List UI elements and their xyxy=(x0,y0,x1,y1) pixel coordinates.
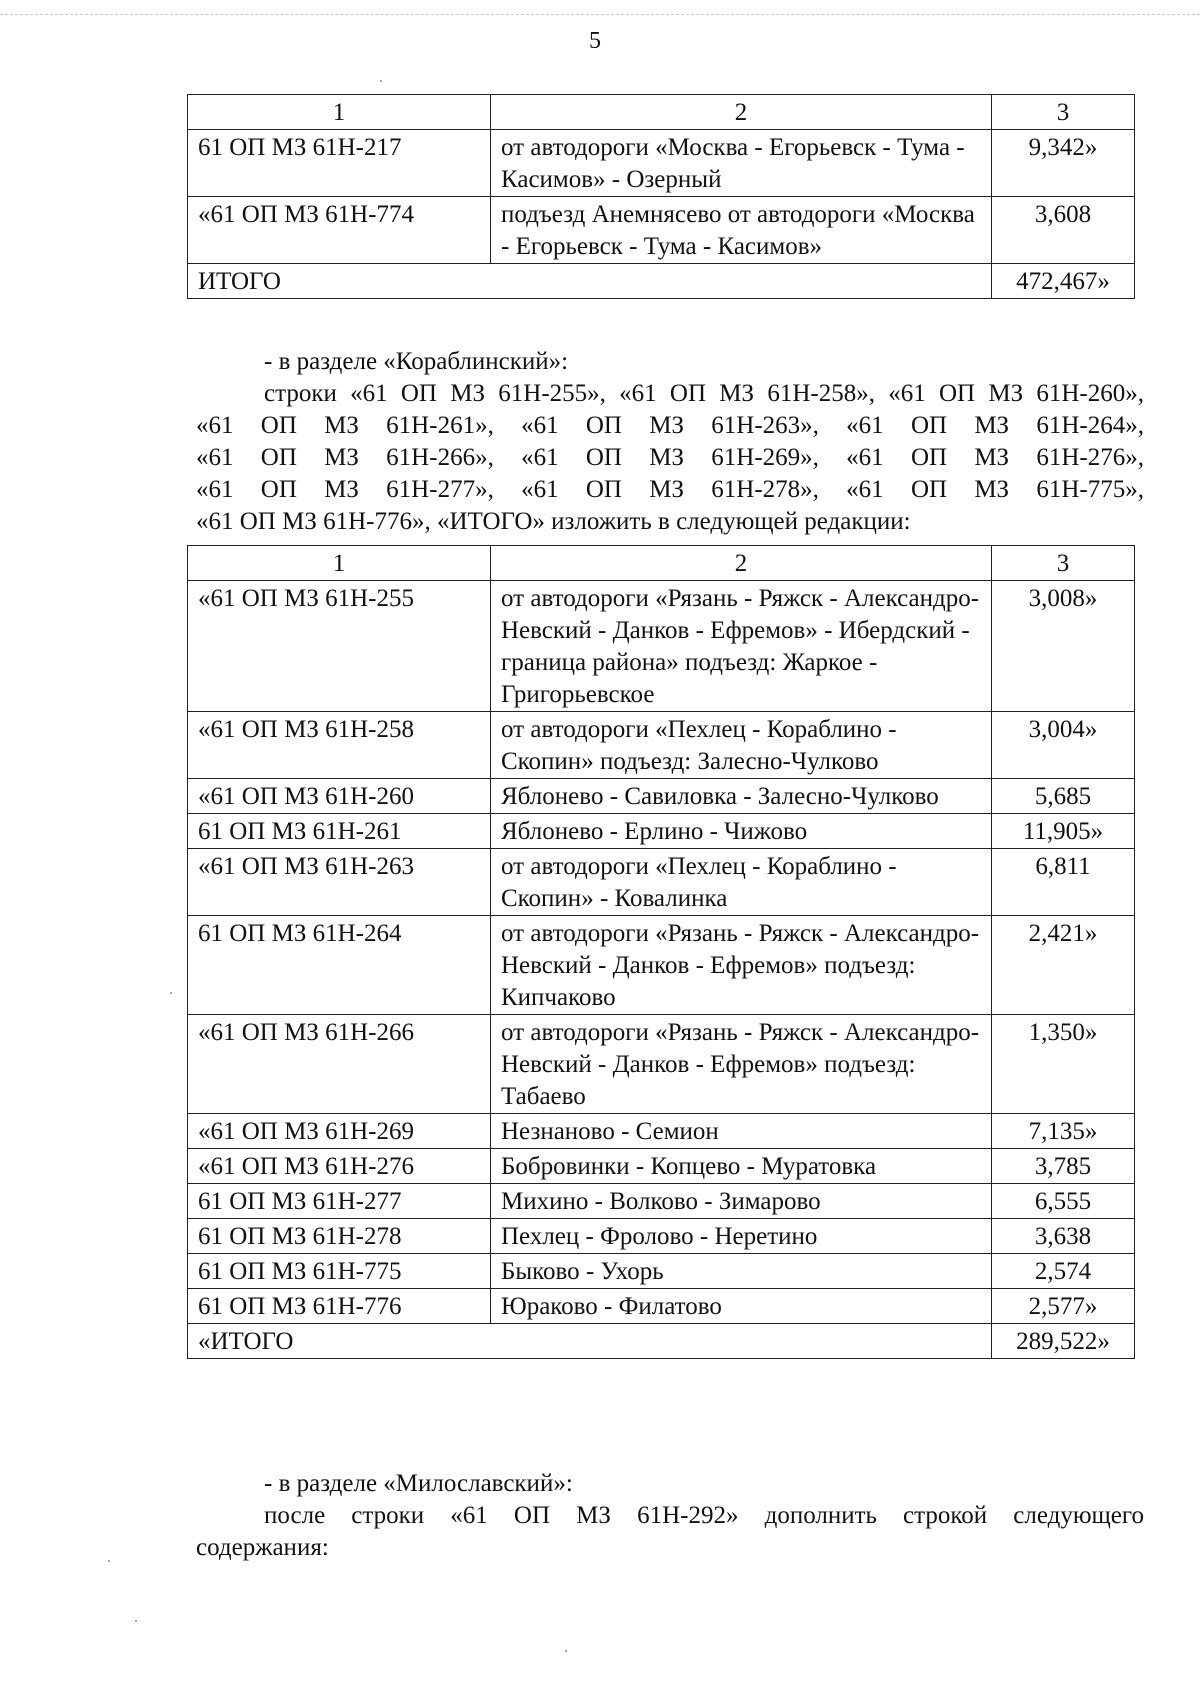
road-length: 3,008» xyxy=(992,581,1135,712)
section-miloslavsky-heading: - в разделе «Милославский»: xyxy=(264,1470,573,1497)
road-name: Бобровинки - Копцево - Муратовка xyxy=(491,1149,992,1184)
road-code: «61 ОП МЗ 61Н-266 xyxy=(188,1015,491,1114)
road-name: Яблоневo - Савиловка - Залесно-Чулково xyxy=(491,779,992,814)
instruction-line: строки «61 ОП МЗ 61Н-255», «61 ОП МЗ 61Н-258», «61 ОП МЗ 61Н-260», xyxy=(264,380,1144,407)
road-code: 61 ОП МЗ 61Н-261 xyxy=(188,814,491,849)
road-code: «61 ОП МЗ 61Н-258 xyxy=(188,712,491,779)
road-code: «61 ОП МЗ 61Н-263 xyxy=(188,849,491,916)
instruction-line: «61 ОП МЗ 61Н-776», «ИТОГО» изложить в следующей редакции: xyxy=(196,508,911,535)
scan-speck xyxy=(380,80,382,82)
road-code: 61 ОП МЗ 61Н-776 xyxy=(188,1289,491,1324)
korablinsky-roads-table xyxy=(187,545,1135,1359)
road-name: Пехлец - Фролово - Неретино xyxy=(491,1219,992,1254)
road-length: 3,004» xyxy=(992,712,1135,779)
road-name: Быково - Ухорь xyxy=(491,1254,992,1289)
road-code: «61 ОП МЗ 61Н-269 xyxy=(188,1114,491,1149)
road-length: 3,608 xyxy=(992,197,1135,264)
total-label: ИТОГО xyxy=(188,264,992,299)
road-code: «61 ОП МЗ 61Н-276 xyxy=(188,1149,491,1184)
scan-speck xyxy=(108,1560,110,1562)
table-header-row xyxy=(188,95,1135,130)
table-row xyxy=(188,1219,1135,1254)
road-length: 2,574 xyxy=(992,1254,1135,1289)
header-cell: 3 xyxy=(992,546,1135,581)
table-header-row xyxy=(188,546,1135,581)
table-row xyxy=(188,1184,1135,1219)
road-name: подъезд Анемнясево от автодороги «Москва - Егорьевск - Тума - Касимов» xyxy=(491,197,992,264)
table-row xyxy=(188,712,1135,779)
road-code: 61 ОП МЗ 61Н-278 xyxy=(188,1219,491,1254)
road-code: 61 ОП МЗ 61Н-277 xyxy=(188,1184,491,1219)
total-value: 289,522» xyxy=(992,1324,1135,1359)
road-name: Незнаново - Семион xyxy=(491,1114,992,1149)
table-row xyxy=(188,1015,1135,1114)
table-row xyxy=(188,1149,1135,1184)
scan-speck xyxy=(135,1620,137,1622)
table-row xyxy=(188,849,1135,916)
road-name: Михино - Волково - Зимарово xyxy=(491,1184,992,1219)
road-name: от автодороги «Москва - Егорьевск - Тума - Касимов» - Озерный xyxy=(491,130,992,197)
road-code: «61 ОП МЗ 61Н-260 xyxy=(188,779,491,814)
road-length: 6,811 xyxy=(992,849,1135,916)
table-row xyxy=(188,814,1135,849)
road-code: 61 ОП МЗ 61Н-217 xyxy=(188,130,491,197)
road-length: 3,785 xyxy=(992,1149,1135,1184)
road-name: от автодороги «Рязань - Ряжск - Александро-Невский - Данков - Ефремов» подъезд: Табаево xyxy=(491,1015,992,1114)
section-korablinsky-heading: - в разделе «Кораблинский»: xyxy=(264,348,569,375)
road-name: от автодороги «Пехлец - Кораблино - Скопин» - Ковалинка xyxy=(491,849,992,916)
road-code: «61 ОП МЗ 61Н-774 xyxy=(188,197,491,264)
instruction-line: «61 ОП МЗ 61Н-277», «61 ОП МЗ 61Н-278», «61 ОП МЗ 61Н-775», xyxy=(196,476,1144,503)
scan-speck xyxy=(565,1650,567,1652)
table-row xyxy=(188,1254,1135,1289)
header-cell: 1 xyxy=(188,95,491,130)
table-row xyxy=(188,197,1135,264)
instruction-line: содержания: xyxy=(196,1534,329,1561)
road-code: 61 ОП МЗ 61Н-264 xyxy=(188,916,491,1015)
table-row xyxy=(188,581,1135,712)
road-length: 11,905» xyxy=(992,814,1135,849)
road-length: 7,135» xyxy=(992,1114,1135,1149)
instruction-line: после строки «61 ОП МЗ 61Н-292» дополнить строкой следующего xyxy=(264,1502,1144,1529)
road-name: от автодороги «Пехлец - Кораблино - Скопин» подъезд: Залесно-Чулково xyxy=(491,712,992,779)
roads-table-continued xyxy=(187,94,1135,299)
instruction-line: «61 ОП МЗ 61Н-266», «61 ОП МЗ 61Н-269», «61 ОП МЗ 61Н-276», xyxy=(196,444,1144,471)
total-label: «ИТОГО xyxy=(188,1324,992,1359)
table-row xyxy=(188,916,1135,1015)
header-cell: 1 xyxy=(188,546,491,581)
road-length: 2,577» xyxy=(992,1289,1135,1324)
road-name: Яблонево - Ерлино - Чижово xyxy=(491,814,992,849)
road-length: 9,342» xyxy=(992,130,1135,197)
road-length: 2,421» xyxy=(992,916,1135,1015)
table-row xyxy=(188,779,1135,814)
road-code: «61 ОП МЗ 61Н-255 xyxy=(188,581,491,712)
road-code: 61 ОП МЗ 61Н-775 xyxy=(188,1254,491,1289)
road-length: 1,350» xyxy=(992,1015,1135,1114)
road-name: от автодороги «Рязань - Ряжск - Александро-Невский - Данков - Ефремов» - Ибердский - граница района» подъезд: Жаркое - Григорьевское xyxy=(491,581,992,712)
scan-edge-line xyxy=(0,14,1200,19)
road-length: 6,555 xyxy=(992,1184,1135,1219)
header-cell: 2 xyxy=(491,95,992,130)
header-cell: 3 xyxy=(992,95,1135,130)
header-cell: 2 xyxy=(491,546,992,581)
table-total-row xyxy=(188,1324,1135,1359)
table-total-row xyxy=(188,264,1135,299)
instruction-line: «61 ОП МЗ 61Н-261», «61 ОП МЗ 61Н-263», «61 ОП МЗ 61Н-264», xyxy=(196,412,1144,439)
road-name: Юраково - Филатово xyxy=(491,1289,992,1324)
road-name: от автодороги «Рязань - Ряжск - Александро-Невский - Данков - Ефремов» подъезд: Кипчаково xyxy=(491,916,992,1015)
road-length: 5,685 xyxy=(992,779,1135,814)
scan-speck xyxy=(170,992,172,994)
road-length: 3,638 xyxy=(992,1219,1135,1254)
table-row xyxy=(188,1114,1135,1149)
korablinsky-instruction xyxy=(196,378,1144,538)
page-number: 5 xyxy=(589,28,601,54)
total-value: 472,467» xyxy=(992,264,1135,299)
table-row xyxy=(188,130,1135,197)
miloslavsky-instruction xyxy=(196,1500,1144,1564)
table-row xyxy=(188,1289,1135,1324)
